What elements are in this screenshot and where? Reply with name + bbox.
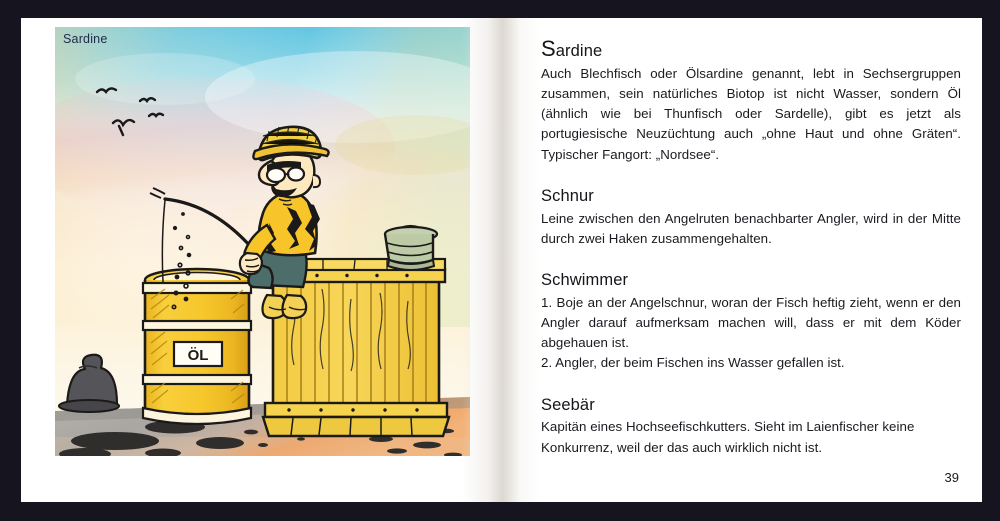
sardine-illustration — [55, 27, 470, 456]
right-page — [520, 18, 982, 502]
barrel-label-text: ÖL — [187, 347, 209, 364]
entry-body-schnur: Leine zwischen den Angelruten benachbarter Angler, wird in der Mitte durch zwei Haken zusammengehalten. — [541, 210, 961, 246]
entry-body-seebaer: Kapitän eines Hochseefischkutters. Sieht im Laienfischer keine Konkurrenz, weil der das auch wirklich nicht ist. — [541, 419, 915, 455]
entry-term-seebaer: Seebär — [541, 395, 595, 414]
fishing-bucket — [385, 226, 437, 270]
glossary-entry-schnur — [541, 186, 961, 249]
entry-spacer-1 — [541, 177, 961, 186]
page-number: 39 — [944, 470, 959, 485]
glossary-entry-schwimmer — [541, 270, 961, 374]
entry-term-sardine-rest: ardine — [555, 42, 603, 60]
entry-body-schwimmer-2: 2. Angler, der beim Fischen ins Wasser gefallen ist. — [541, 355, 845, 371]
entry-term-sardine — [541, 38, 961, 63]
entry-spacer-2 — [541, 261, 961, 270]
entry-body-schwimmer-1: 1. Boje an der Angelschnur, woran der Fisch heftig zieht, wenn er den Angler darauf aufmerksam machen will, dass er mit dem Köder abgehauen ist. — [541, 294, 961, 351]
entry-spacer-3 — [541, 386, 961, 395]
dropcap-s: S — [541, 36, 556, 61]
entry-term-schwimmer: Schwimmer — [541, 270, 629, 289]
fisherman-shoes — [263, 295, 307, 318]
glossary-text-column — [541, 38, 961, 458]
book-spread — [21, 18, 982, 502]
illustration-caption: Sardine — [63, 32, 108, 46]
glossary-entry-sardine — [541, 38, 961, 165]
oil-barrel — [143, 269, 251, 424]
entry-term-schnur: Schnur — [541, 186, 594, 205]
left-page — [21, 18, 481, 502]
entry-body-sardine: Auch Blechfisch oder Ölsardine genannt, lebt in Sechsergruppen zusammen, sein natürliches Biotop ist nicht Wasser, sondern Öl (ähnlich wie bei Thunfisch oder Sardelle), gibt es jetzt als portugiesische Neuzüchtung auch „ohne Haut und ohne Gräten“. Typischer Fangort: „Nordsee“. — [541, 65, 961, 162]
glossary-entry-seebaer — [541, 395, 961, 458]
